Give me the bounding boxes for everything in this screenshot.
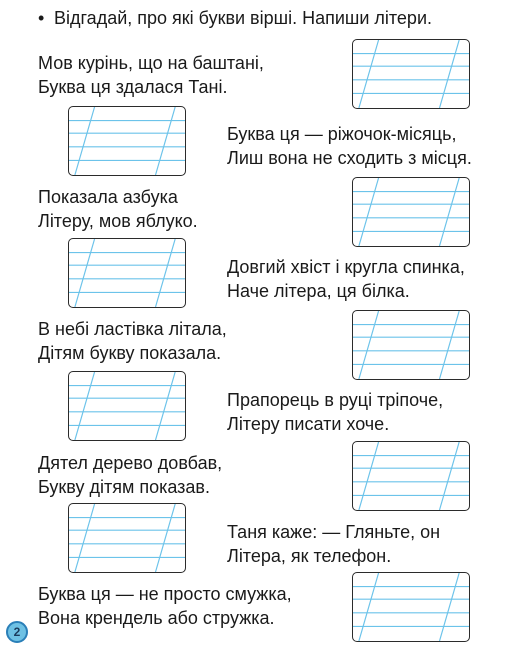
answer-box-1[interactable] [352, 39, 470, 109]
riddle-1 [38, 51, 264, 99]
slant-guideline [440, 442, 460, 510]
guideline-grid [69, 239, 185, 307]
riddle-7 [38, 451, 222, 499]
riddle-line: Довгий хвіст і кругла спинка, [227, 257, 465, 277]
slant-guideline [75, 504, 95, 572]
riddle-line: Літера, як телефон. [227, 546, 392, 566]
riddle-5 [38, 317, 227, 365]
guideline-grid [353, 178, 469, 246]
riddle-line: Наче літера, ця білка. [227, 281, 410, 301]
guideline-grid [69, 107, 185, 175]
slant-guideline [156, 504, 176, 572]
slant-guideline [156, 239, 176, 307]
slant-guideline [75, 107, 95, 175]
riddle-line: Буква ця здалася Тані. [38, 77, 228, 97]
answer-box-6[interactable] [68, 371, 186, 441]
guideline-grid [69, 372, 185, 440]
riddle-line: Таня каже: — Гляньте, он [227, 522, 441, 542]
guideline-grid [69, 504, 185, 572]
slant-guideline [440, 573, 460, 641]
guideline-grid [353, 311, 469, 379]
answer-box-7[interactable] [352, 441, 470, 511]
riddle-line: Дітям букву показала. [38, 343, 222, 363]
task-instruction [38, 6, 432, 30]
answer-box-9[interactable] [352, 572, 470, 642]
slant-guideline [359, 442, 379, 510]
riddle-3 [38, 185, 198, 233]
slant-guideline [75, 372, 95, 440]
instruction-text: Відгадай, про які букви вірші. Напиши літери. [54, 8, 432, 28]
riddle-9 [38, 582, 292, 630]
slant-guideline [359, 178, 379, 246]
riddle-line: Прапорець в руці тріпоче, [227, 390, 444, 410]
slant-guideline [440, 178, 460, 246]
riddle-line: В небі ластівка літала, [38, 319, 227, 339]
answer-box-3[interactable] [352, 177, 470, 247]
answer-box-8[interactable] [68, 503, 186, 573]
answer-box-2[interactable] [68, 106, 186, 176]
guideline-grid [353, 573, 469, 641]
slant-guideline [359, 573, 379, 641]
riddle-line: Буква ця — не просто смужка, [38, 584, 292, 604]
slant-guideline [156, 372, 176, 440]
slant-guideline [359, 311, 379, 379]
slant-guideline [75, 239, 95, 307]
riddle-line: Показала азбука [38, 187, 178, 207]
riddle-line: Літеру, мов яблуко. [38, 211, 198, 231]
riddle-line: Вона крендель або стружка. [38, 608, 275, 628]
riddle-4 [227, 255, 465, 303]
riddle-line: Літеру писати хоче. [227, 414, 390, 434]
riddle-line: Буква ця — ріжочок-місяць, [227, 124, 457, 144]
page-number-badge: 2 [6, 621, 28, 643]
riddle-2 [227, 122, 472, 170]
guideline-grid [353, 40, 469, 108]
riddle-line: Дятел дерево довбав, [38, 453, 223, 473]
slant-guideline [359, 40, 379, 108]
slant-guideline [440, 311, 460, 379]
riddle-6 [227, 388, 443, 436]
answer-box-4[interactable] [68, 238, 186, 308]
riddle-line: Букву дітям показав. [38, 477, 210, 497]
riddle-line: Мов курінь, що на баштані, [38, 53, 264, 73]
answer-box-5[interactable] [352, 310, 470, 380]
slant-guideline [440, 40, 460, 108]
bullet-icon: • [38, 8, 45, 28]
guideline-grid [353, 442, 469, 510]
slant-guideline [156, 107, 176, 175]
riddle-8 [227, 520, 440, 568]
riddle-line: Лиш вона не сходить з місця. [227, 148, 472, 168]
